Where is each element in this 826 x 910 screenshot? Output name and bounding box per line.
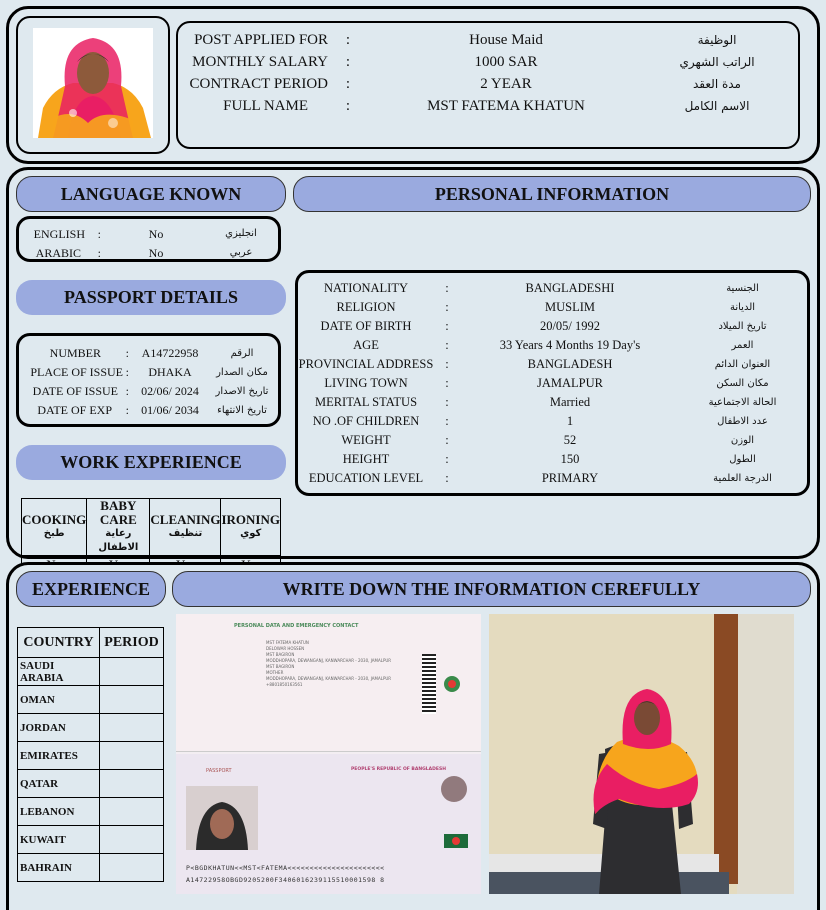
separator: : — [345, 76, 350, 92]
work-col-ar: طبخ — [43, 528, 65, 539]
period-cell[interactable] — [100, 854, 164, 882]
work-col-ar: رعاية الاطفال — [98, 528, 139, 553]
passport-label: DATE OF ISSUE — [32, 384, 118, 398]
salary-row — [178, 53, 798, 72]
language-known-header: LANGUAGE KNOWN — [16, 176, 286, 212]
passport-mrz-line-1: P<BGDKHATUN<<MST<FATEMA<<<<<<<<<<<<<<<<<<<<<< — [186, 864, 385, 872]
work-col-en: BABY CARE — [99, 498, 137, 527]
profile-photo — [33, 28, 153, 138]
personal-info-row — [298, 431, 807, 450]
passport-data-page — [176, 614, 481, 752]
language-box — [16, 216, 281, 262]
passport-country: PEOPLE'S REPUBLIC OF BANGLADESH — [351, 767, 446, 772]
period-cell[interactable] — [100, 714, 164, 742]
separator: : — [345, 54, 350, 70]
country-cell: EMIRATES — [18, 742, 100, 770]
passport-data-lines — [266, 640, 416, 688]
passport-row — [19, 344, 278, 363]
work-col-ar: تنظيف — [168, 528, 203, 539]
period-cell[interactable] — [100, 770, 164, 798]
passport-bio-page — [176, 754, 481, 894]
passport-arabic: تاريخ الانتهاء — [217, 405, 267, 416]
fullname-value: MST FATEMA KHATUN — [427, 98, 585, 114]
personal-label: LIVING TOWN — [324, 376, 408, 390]
personal-info-row — [298, 450, 807, 469]
personal-value: 33 Years 4 Months 19 Day's — [499, 338, 641, 352]
personal-arabic: الجنسية — [726, 283, 759, 294]
separator: : — [445, 376, 449, 390]
contract-row — [178, 75, 798, 94]
passport-data-heading: PERSONAL DATA AND EMERGENCY CONTACT — [234, 623, 359, 629]
language-label: ARABIC — [35, 246, 81, 260]
contract-arabic: مدة العقد — [693, 77, 741, 91]
experience-row — [18, 742, 164, 770]
passport-scan-image — [176, 614, 481, 894]
passport-issue-value: 02/06/ 2024 — [141, 384, 199, 398]
personal-info-row — [298, 374, 807, 393]
fullname-label: FULL NAME — [223, 98, 308, 114]
personal-label: EDUCATION LEVEL — [308, 471, 424, 485]
work-col-babycare — [87, 499, 150, 556]
period-cell[interactable] — [100, 826, 164, 854]
experience-header: EXPERIENCE — [16, 571, 166, 607]
separator: : — [445, 319, 449, 333]
full-body-photo — [489, 614, 794, 894]
separator: : — [445, 414, 449, 428]
work-col-en: COOKING — [22, 512, 87, 527]
period-header: PERIOD — [100, 628, 164, 658]
separator: : — [125, 365, 129, 379]
passport-data-line: DELOWAR HOSSEN — [266, 646, 305, 651]
personal-label: WEIGHT — [341, 433, 391, 447]
personal-value: MUSLIM — [544, 300, 595, 314]
salary-label: MONTHLY SALARY — [192, 54, 328, 70]
contract-value: 2 YEAR — [480, 76, 532, 92]
country-cell: KUWAIT — [18, 826, 100, 854]
passport-label: NUMBER — [49, 346, 101, 360]
personal-label: PROVINCIAL ADDRESS — [298, 357, 434, 371]
separator: : — [445, 433, 449, 447]
separator: : — [125, 384, 129, 398]
experience-row — [18, 658, 164, 686]
separator: : — [445, 300, 449, 314]
language-value: No — [148, 246, 164, 260]
work-col-ironing — [221, 499, 281, 556]
personal-arabic: الديانة — [729, 302, 756, 313]
post-label: POST APPLIED FOR — [194, 32, 328, 48]
passport-data-line: MODDHOPARA, DEWANGANJ, KANWARCHAR - 2030, JAMALPUR — [266, 676, 392, 681]
experience-row — [18, 714, 164, 742]
period-cell[interactable] — [100, 742, 164, 770]
work-experience-header: WORK EXPERIENCE — [16, 445, 286, 480]
language-label: ENGLISH — [33, 227, 85, 241]
work-col-en: CLEANING — [150, 512, 221, 527]
separator: : — [97, 227, 101, 241]
experience-row — [18, 798, 164, 826]
personal-info-row — [298, 336, 807, 355]
post-row — [178, 31, 798, 50]
period-cell[interactable] — [100, 658, 164, 686]
personal-arabic: الطول — [729, 454, 756, 465]
passport-data-line: +8801850163561 — [266, 682, 303, 687]
passport-data-line: MST BAGIRON — [266, 652, 295, 657]
personal-label: NATIONALITY — [323, 281, 408, 295]
work-col-cooking — [22, 499, 87, 556]
personal-arabic: تاريخ الميلاد — [718, 321, 767, 332]
personal-arabic: الوزن — [730, 435, 755, 446]
personal-arabic: العنوان الدائم — [714, 359, 771, 370]
personal-arabic: الحالة الاجتماعية — [708, 397, 777, 408]
passport-exp-value: 01/06/ 2034 — [141, 403, 199, 417]
passport-row — [19, 363, 278, 382]
personal-info-box — [295, 270, 810, 496]
personal-arabic: عدد الاطفال — [717, 416, 768, 427]
personal-value: 52 — [563, 433, 577, 447]
language-row-english — [19, 225, 278, 243]
passport-data-line: MST FATEMA KHATUN — [266, 640, 309, 645]
separator: : — [445, 471, 449, 485]
personal-label: NO .OF CHILDREN — [312, 414, 420, 428]
personal-info-row — [298, 298, 807, 317]
personal-value: BANGLADESHI — [525, 281, 615, 295]
language-arabic: انجليزي — [225, 228, 257, 239]
passport-flag — [444, 834, 468, 848]
profile-photo-frame — [16, 16, 170, 154]
experience-row — [18, 770, 164, 798]
passport-arabic: مكان الصدار — [216, 367, 268, 378]
personal-value: PRIMARY — [541, 471, 599, 485]
post-arabic: الوظيفة — [697, 33, 737, 47]
separator: : — [445, 281, 449, 295]
fullname-row — [178, 97, 798, 116]
passport-label: PLACE OF ISSUE — [30, 365, 123, 379]
personal-value: 150 — [560, 452, 580, 466]
personal-info-row — [298, 393, 807, 412]
passport-place-value: DHAKA — [148, 365, 192, 379]
personal-info-row — [298, 317, 807, 336]
fullname-arabic: الاسم الكامل — [684, 99, 750, 113]
language-value: No — [148, 227, 164, 241]
passport-row — [19, 382, 278, 401]
country-cell: BAHRAIN — [18, 854, 100, 882]
period-cell[interactable] — [100, 798, 164, 826]
personal-arabic: الدرجة العلمية — [713, 473, 772, 484]
passport-arabic: الرقم — [230, 348, 254, 359]
country-header: COUNTRY — [18, 628, 100, 658]
experience-row — [18, 854, 164, 882]
personal-value: JAMALPUR — [537, 376, 603, 390]
country-cell: SAUDI ARABIA — [18, 658, 100, 686]
personal-info-row — [298, 279, 807, 298]
work-col-en: IRONING — [221, 512, 280, 527]
passport-stamp — [441, 776, 467, 802]
passport-holder-photo — [186, 786, 258, 850]
experience-row — [18, 826, 164, 854]
separator: : — [97, 246, 101, 260]
personal-label: HEIGHT — [342, 452, 390, 466]
contract-label: CONTRACT PERIOD — [189, 76, 328, 92]
passport-arabic: تاريخ الاصدار — [215, 386, 269, 397]
passport-barcode — [422, 654, 436, 714]
passport-data-line: MOTHER — [266, 670, 284, 675]
post-info-box — [176, 21, 800, 149]
separator: : — [345, 98, 350, 114]
personal-label: MERITAL STATUS — [314, 395, 418, 409]
personal-arabic: العمر — [731, 340, 754, 351]
personal-label: DATE OF BIRTH — [320, 319, 412, 333]
country-cell: LEBANON — [18, 798, 100, 826]
personal-info-row — [298, 412, 807, 431]
personal-value: BANGLADESH — [527, 357, 613, 371]
period-cell[interactable] — [100, 686, 164, 714]
bangladesh-emblem — [444, 676, 460, 692]
separator: : — [445, 357, 449, 371]
personal-value: 20/05/ 1992 — [539, 319, 601, 333]
work-col-ar: كوي — [240, 528, 262, 539]
passport-data-line: MST BAGIRON — [266, 664, 295, 669]
country-cell: JORDAN — [18, 714, 100, 742]
separator: : — [345, 32, 350, 48]
salary-arabic: الراتب الشهري — [679, 55, 755, 69]
separator: : — [445, 395, 449, 409]
language-arabic: عربي — [229, 247, 253, 258]
language-row-arabic — [19, 244, 278, 262]
personal-arabic: مكان السكن — [716, 378, 769, 389]
personal-value: Married — [549, 395, 591, 409]
separator: : — [445, 452, 449, 466]
personal-information-header: PERSONAL INFORMATION — [293, 176, 811, 212]
separator: : — [125, 403, 129, 417]
passport-number-value: A14722958 — [141, 346, 199, 360]
personal-info-row — [298, 355, 807, 374]
personal-label: AGE — [353, 338, 379, 352]
passport-row — [19, 401, 278, 420]
post-value: House Maid — [469, 32, 543, 48]
work-col-cleaning — [150, 499, 221, 556]
personal-info-row — [298, 469, 807, 488]
country-cell: OMAN — [18, 686, 100, 714]
separator: : — [445, 338, 449, 352]
personal-label: RELIGION — [336, 300, 396, 314]
separator: : — [125, 346, 129, 360]
passport-data-line: MODDHOPARA, DEWANGANJ, KANWARCHAR - 2030, JAMALPUR — [266, 658, 392, 663]
passport-doc-label: PASSPORT — [206, 768, 232, 774]
passport-details-header: PASSPORT DETAILS — [16, 280, 286, 315]
passport-label: DATE OF EXP — [37, 403, 112, 417]
personal-value: 1 — [566, 414, 574, 428]
salary-value: 1000 SAR — [474, 54, 538, 70]
experience-row — [18, 686, 164, 714]
passport-box — [16, 333, 281, 427]
country-cell: QATAR — [18, 770, 100, 798]
passport-mrz-line-2: A14722958OBGD9205200F3406016239115510001598 8 — [186, 876, 385, 884]
experience-table — [17, 627, 164, 882]
write-down-header: WRITE DOWN THE INFORMATION CEREFULLY — [172, 571, 811, 607]
